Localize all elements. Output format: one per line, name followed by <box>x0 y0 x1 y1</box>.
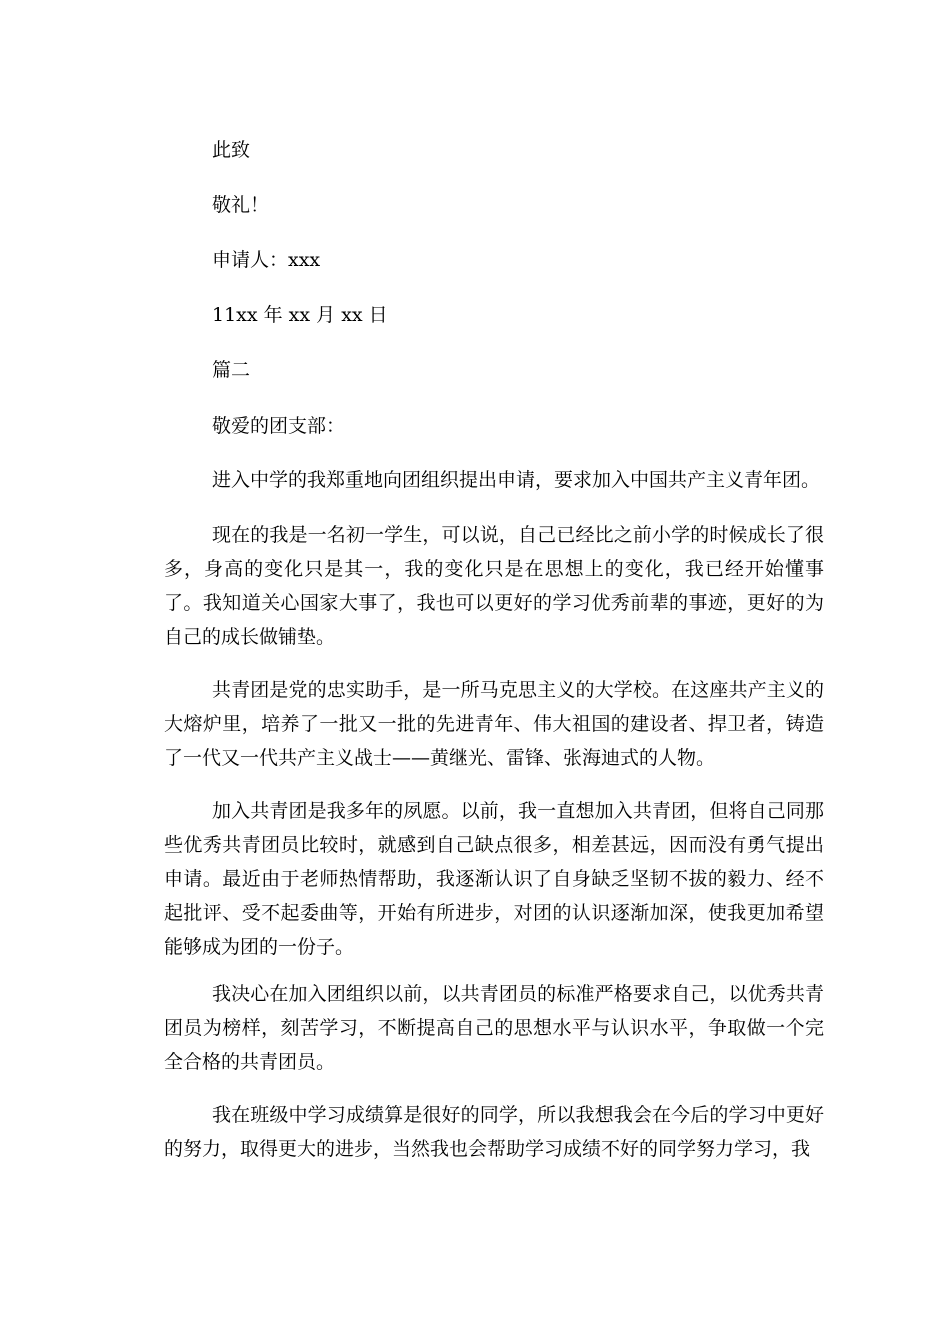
applicant-signature: 申请人：xxx <box>212 249 321 271</box>
paragraph-growth: 现在的我是一名初一学生，可以说，自己已经比之前小学的时候成长了很多，身高的变化只是其一，我的变化只是在思想上的变化，我已经开始懂事了。我知道关心国家大事了，我也可以更好的学习优秀前辈的事迹，更好的为自己的成长做铺垫。 <box>164 524 824 648</box>
paragraph-league: 共青团是党的忠实助手，是一所马克思主义的大学校。在这座共产主义的大熔炉里，培养了一批又一批的先进青年、伟大祖国的建设者、捍卫者，铸造了一代又一代共产主义战士——黄继光、雷锋、张海迪式的人物。 <box>164 679 824 769</box>
section-title: 篇二 <box>212 359 251 381</box>
paragraph-resolve: 我决心在加入团组织以前，以共青团员的标准严格要求自己，以优秀共青团员为榜样，刻苦学习，不断提高自己的思想水平与认识水平，争取做一个完全合格的共青团员。 <box>164 983 824 1073</box>
greeting: 敬爱的团支部： <box>212 415 346 437</box>
paragraph-study: 我在班级中学习成绩算是很好的同学，所以我想我会在今后的学习中更好的努力，取得更大的进步，当然我也会帮助学习成绩不好的同学努力学习，我 <box>164 1104 824 1160</box>
closing-regards: 敬礼！ <box>212 194 270 216</box>
paragraph-intro: 进入中学的我郑重地向团组织提出申请，要求加入中国共产主义青年团。 <box>212 469 821 491</box>
application-date: 11xx 年 xx 月 xx 日 <box>212 304 388 326</box>
paragraph-wish: 加入共青团是我多年的夙愿。以前，我一直想加入共青团，但将自己同那些优秀共青团员比较时，就感到自己缺点很多，相差甚远，因而没有勇气提出申请。最近由于老师热情帮助，我逐渐认识了自身缺乏坚韧不拔的毅力、经不起批评、受不起委曲等，开始有所进步，对团的认识逐渐加深，使我更加希望能够成为团的一份子。 <box>164 800 824 958</box>
closing-salutation: 此致 <box>212 139 251 161</box>
